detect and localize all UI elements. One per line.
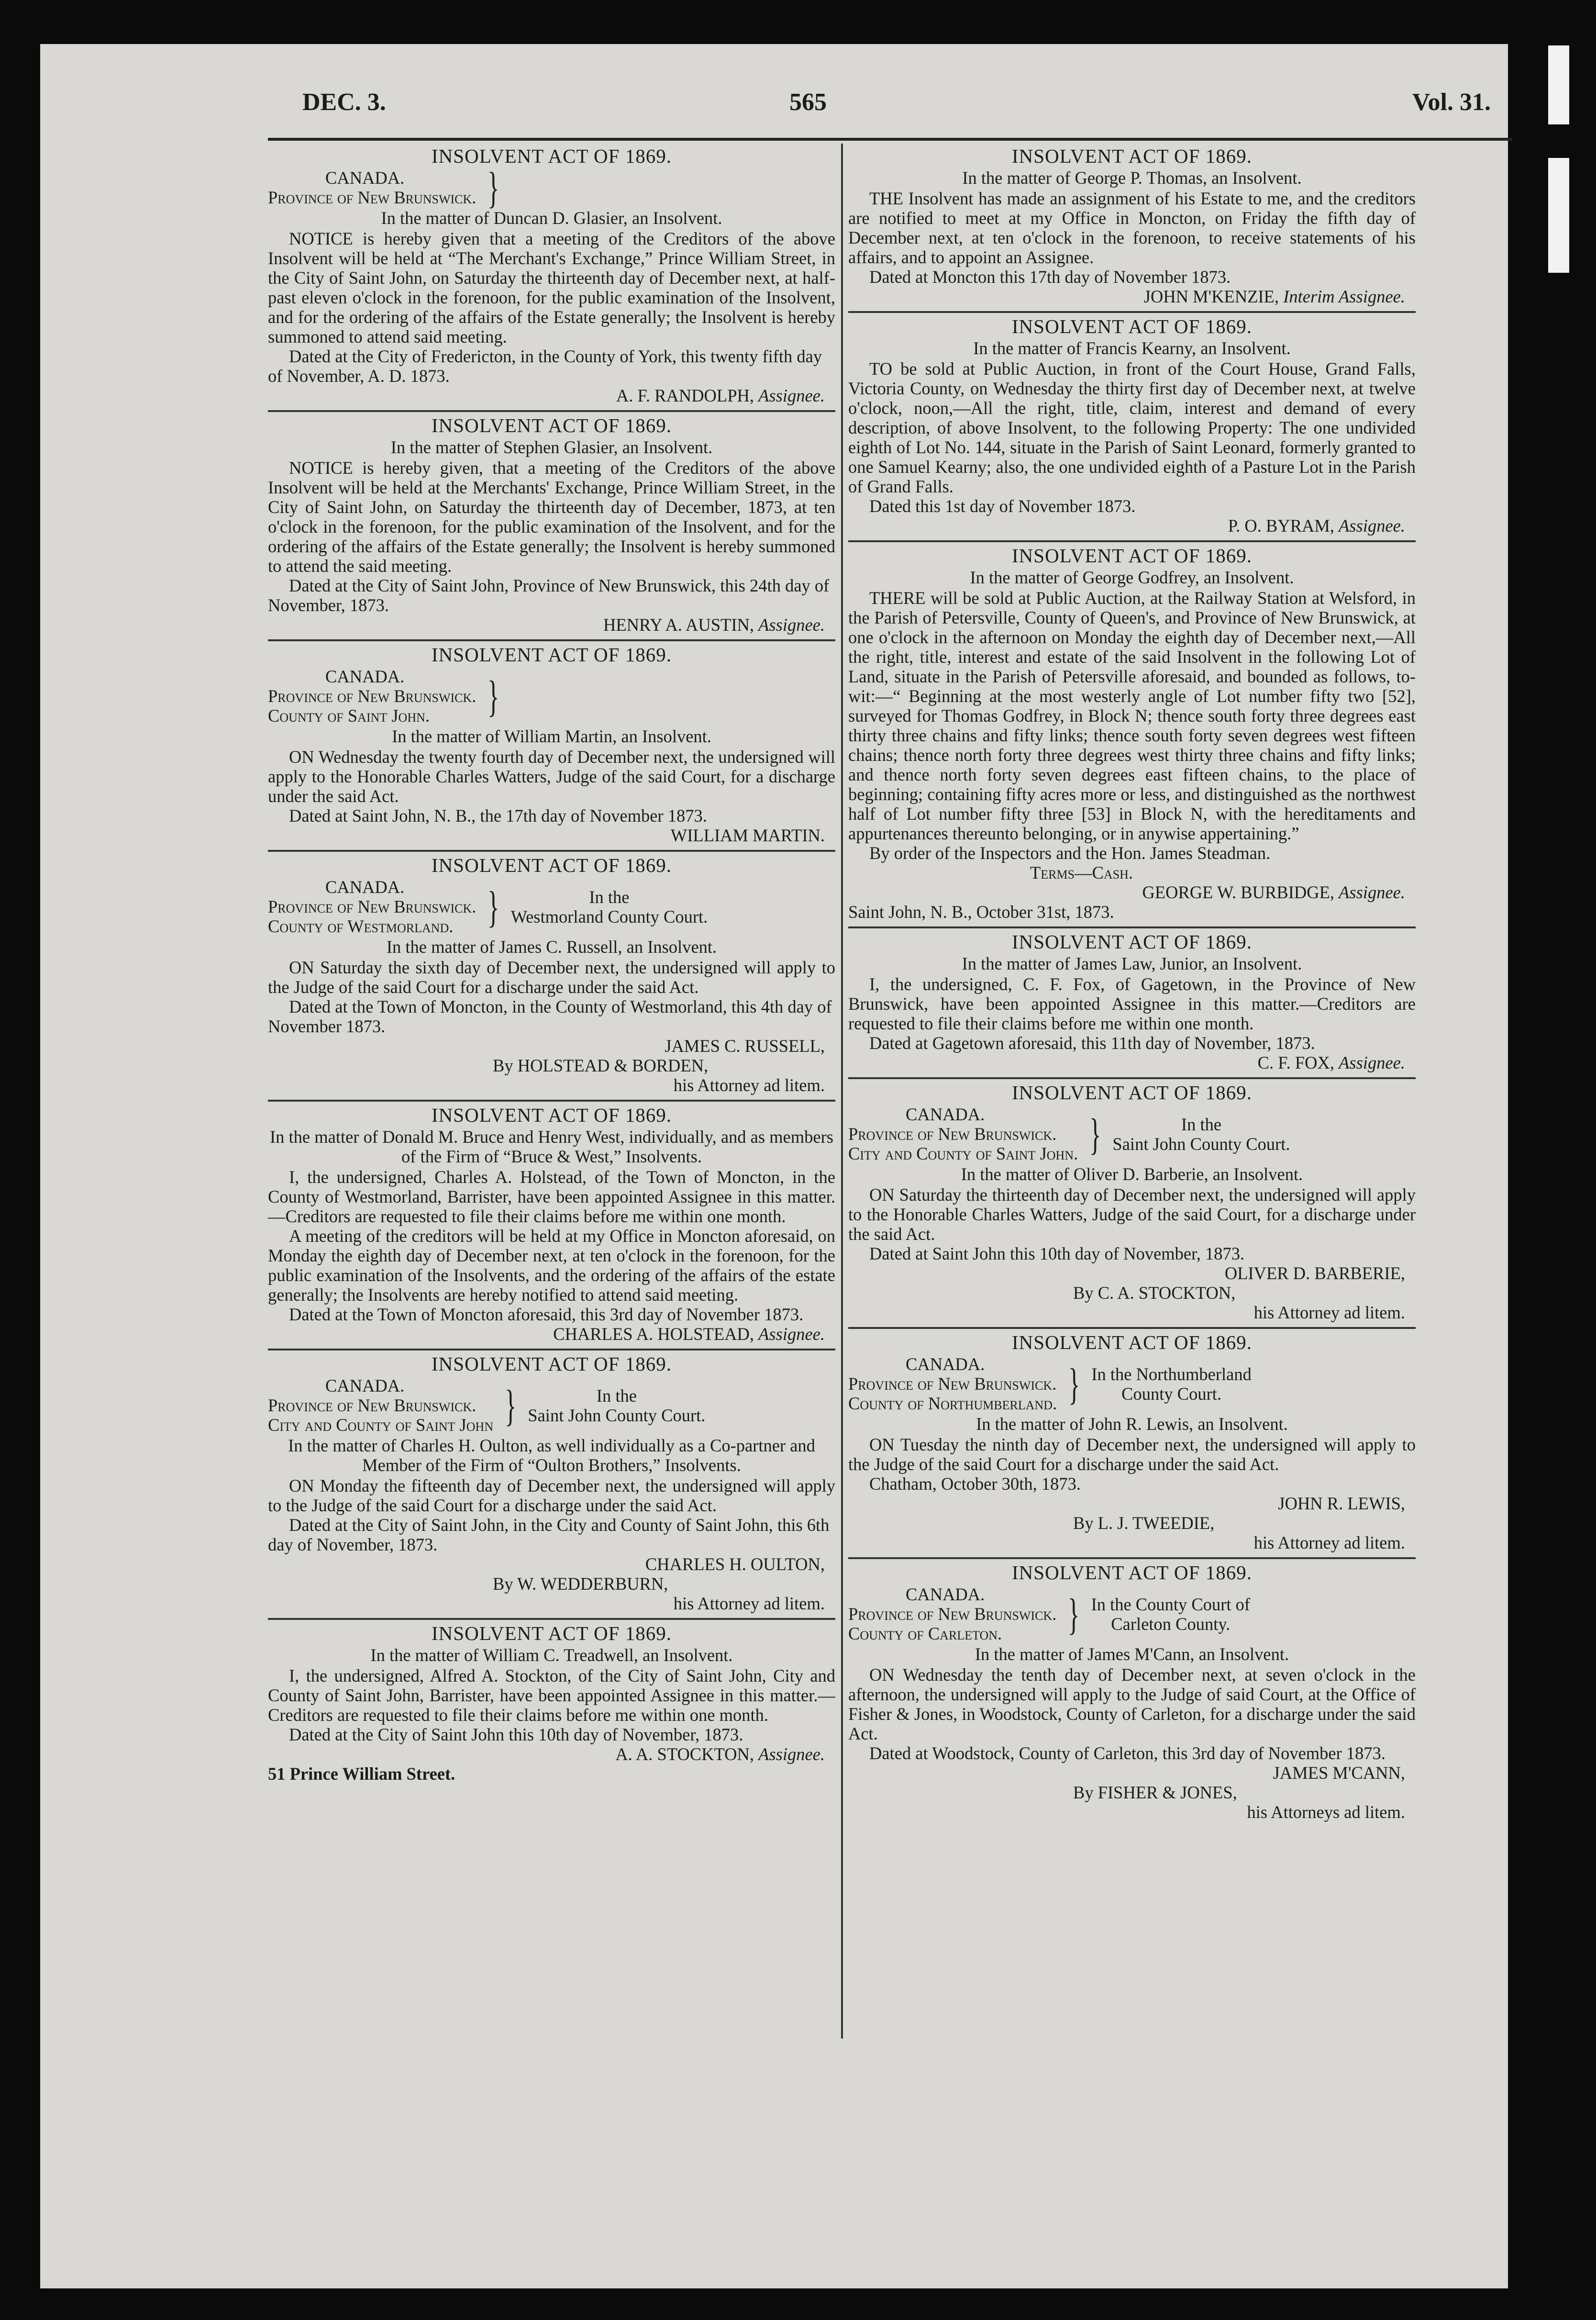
notice-body: I, the undersigned, C. F. Fox, of Gagetown, in the Province of New Brunswick, have been appointed Assignee in this matter.—Creditors are requested to file their claims before me within one month. <box>848 974 1416 1033</box>
court-line: In the <box>596 1385 637 1405</box>
caption-line: Province of New Brunswick. <box>268 686 477 706</box>
notice-signature <box>848 1763 1416 1783</box>
court-line: In the <box>589 887 630 907</box>
caption-line: Province of New Brunswick. <box>268 188 477 207</box>
notice-heading: INSOLVENT ACT OF 1869. <box>1012 1082 1252 1104</box>
caption-line: CANADA. <box>325 1376 405 1395</box>
insolvent-notice <box>268 1102 835 1350</box>
notice-body: THERE will be sold at Public Auction, at the Railway Station at Welsford, in the Parish of Petersville, County of Queen's, and Province of New Brunswick, at one o'clock in the afternoon on Monday the eighth day of December next,—All the right, title, interest and estate of the said Insolvent in the following Lot of Land, situate in the Parish of Petersville aforesaid, and bounded as follows, to-wit:—“ Beginning at the most westerly angle of Lot number fifty two [52], surveyed for Thomas Godfrey, in Block N; thence south forty three degrees east thirty three chains and fifty links; thence south forty seven degrees west fifteen chains; thence north forty three degrees west thirty three chains and fifty links; and thence north forty seven degrees east fifteen chains, to the place of beginning; containing fifty acres more or less, and distinguished as the northwest half of Lot number fifty three [53] in Block N, with the hereditaments and appurtenances thereunto belonging, or in anywise appertaining.” <box>848 588 1416 843</box>
notice-matter: In the matter of George Godfrey, an Insolvent. <box>970 568 1294 587</box>
insolvent-notice <box>848 928 1416 1079</box>
notice-body-continued: A meeting of the creditors will be held at my Office in Moncton aforesaid, on Monday the eighth day of December next, at ten o'clock in the forenoon, for the public examination of the Insolvents, and the ordering of the affairs of the estate generally; the Insolvents are hereby notified to attend said meeting. <box>268 1226 835 1305</box>
notice-signature <box>268 825 835 845</box>
signature-name: JAMES M'CANN, <box>1273 1763 1405 1783</box>
running-header <box>263 88 1515 131</box>
notice-signature <box>848 287 1416 306</box>
notice-date: Dated at Saint John this 10th day of November, 1873. <box>869 1244 1245 1263</box>
court-caption <box>848 1104 1416 1163</box>
right-column <box>848 143 1416 1827</box>
notice-body: I, the undersigned, Charles A. Holstead, of the Town of Moncton, in the County of Westmorland, Barrister, have been appointed Assignee in this matter.—Creditors are requested to file their claims before me within one month. <box>268 1167 835 1226</box>
signature-name: JOHN R. LEWIS, <box>1278 1494 1405 1513</box>
notice-matter: In the matter of Donald M. Bruce and Henry West, individually, and as members of the Firm of “Bruce & West,” Insolvents. <box>270 1127 833 1166</box>
caption-line: Province of New Brunswick. <box>848 1374 1057 1394</box>
caption-lines <box>848 1584 1056 1643</box>
notice-date: Dated at Woodstock, County of Carleton, this 3rd day of November 1873. <box>869 1743 1386 1763</box>
signature-title: Assignee. <box>758 1324 825 1344</box>
notice-date: Dated at the City of Saint John this 10th day of November, 1873. <box>289 1725 743 1744</box>
notice-heading: INSOLVENT ACT OF 1869. <box>1012 545 1252 567</box>
attorney-by: By HOLSTEAD & BORDEN, <box>493 1056 709 1075</box>
caption-line: County of Carleton. <box>848 1624 1002 1643</box>
caption-line: County of Northumberland. <box>848 1394 1057 1413</box>
notice-signature <box>268 1036 835 1056</box>
notice-matter: In the matter of Stephen Glasier, an Insolvent. <box>390 437 713 457</box>
notice-order: By order of the Inspectors and the Hon. James Steadman. <box>869 843 1271 863</box>
signature-title: Assignee. <box>1339 1053 1405 1072</box>
signature-title: Interim Assignee. <box>1283 287 1405 306</box>
signature-name: OLIVER D. BARBERIE, <box>1224 1263 1405 1283</box>
attorney-by: By L. J. TWEEDIE, <box>1073 1513 1215 1533</box>
brace-glyph: } <box>488 163 499 212</box>
signature-name: CHARLES H. OULTON, <box>645 1554 825 1574</box>
notice-heading: INSOLVENT ACT OF 1869. <box>1012 145 1252 167</box>
brace-glyph: } <box>488 671 499 721</box>
notice-matter: In the matter of James M'Cann, an Insolvent. <box>975 1644 1289 1664</box>
caption-line: CANADA. <box>906 1354 985 1374</box>
signature-title: Assignee. <box>1339 882 1405 902</box>
signature-title: Assignee. <box>758 386 825 405</box>
assignee-address: 51 Prince William Street. <box>268 1764 455 1784</box>
notice-date: Dated at Saint John, N. B., the 17th day of November 1873. <box>289 806 707 825</box>
notice-date: Saint John, N. B., October 31st, 1873. <box>848 902 1114 922</box>
court-line: Saint John County Court. <box>528 1405 706 1425</box>
caption-line: City and County of Saint John <box>268 1415 494 1435</box>
court-line: Saint John County Court. <box>1112 1134 1290 1154</box>
insolvent-notice <box>268 1620 835 1788</box>
signature-name: GEORGE W. BURBIDGE, <box>1142 882 1334 902</box>
insolvent-notice <box>848 542 1416 928</box>
notice-heading: INSOLVENT ACT OF 1869. <box>1012 1562 1252 1584</box>
notice-matter: In the matter of James C. Russell, an Insolvent. <box>386 937 717 957</box>
signature-name: HENRY A. AUSTIN, <box>603 615 754 635</box>
notice-signature <box>268 1324 835 1344</box>
signature-name: JOHN M'KENZIE, <box>1143 287 1279 306</box>
court-caption <box>268 163 835 212</box>
caption-line: Province of New Brunswick. <box>268 897 477 916</box>
court-caption <box>268 1376 835 1435</box>
header-page-number: 565 <box>789 89 827 116</box>
insolvent-notice <box>268 1350 835 1620</box>
signature-title: Assignee. <box>758 1744 825 1764</box>
notice-body: ON Wednesday the tenth day of December next, at seven o'clock in the afternoon, the undersigned will apply to the Judge of said Court, at the Office of Fisher & Jones, in Woodstock, County of Carleton, for a discharge under the said Act. <box>848 1665 1416 1743</box>
caption-lines <box>268 667 476 725</box>
brace-glyph: } <box>1068 1359 1080 1408</box>
caption-line: Province of New Brunswick. <box>848 1604 1057 1624</box>
notice-body: ON Wednesday the twenty fourth day of December next, the undersigned will apply to the Honorable Charles Watters, Judge of the said Court, for a discharge under the said Act. <box>268 747 835 806</box>
signature-name: JAMES C. RUSSELL, <box>665 1036 825 1056</box>
caption-lines <box>848 1354 1057 1413</box>
notice-body: I, the undersigned, Alfred A. Stockton, of the City of Saint John, City and County of Saint John, Barrister, have been appointed Assignee in this matter.—Creditors are requested to file their claims before me within one month. <box>268 1666 835 1725</box>
header-rule <box>268 138 1512 141</box>
court-caption <box>268 667 835 725</box>
insolvent-notice <box>268 412 835 641</box>
notice-body: ON Monday the fifteenth day of December next, the undersigned will apply to the Judge of the said Court for a discharge under the said Act. <box>268 1476 835 1515</box>
insolvent-notice <box>848 1559 1416 1827</box>
court-name <box>1112 1115 1290 1154</box>
notice-matter: In the matter of Francis Kearny, an Insolvent. <box>973 338 1291 358</box>
signature-name: P. O. BYRAM, <box>1228 516 1334 535</box>
notice-signature <box>268 1744 835 1764</box>
court-name <box>1091 1595 1251 1634</box>
notice-date: Dated at the Town of Moncton, in the County of Westmorland, this 4th day of November 1873. <box>268 997 832 1036</box>
attorney-by: By FISHER & JONES, <box>1073 1783 1237 1802</box>
court-line: In the County Court of <box>1091 1594 1251 1614</box>
notice-date: Dated at the City of Saint John, Province of New Brunswick, this 24th day of November, 1873. <box>268 576 830 615</box>
notice-matter: In the matter of William C. Treadwell, an Insolvent. <box>370 1645 733 1665</box>
header-volume: Vol. 31. <box>1412 89 1491 116</box>
notice-matter: In the matter of James Law, Junior, an Insolvent. <box>962 954 1302 973</box>
caption-lines <box>268 877 476 936</box>
notice-body: NOTICE is hereby given that a meeting of the Creditors of the above Insolvent will be held at “The Merchant's Exchange,” Prince William Street, in the City of Saint John, on Saturday the thirteenth day of December next, at half-past eleven o'clock in the forenoon, for the public examination of the Insolvent, and for the ordering of the affairs of the Estate generally; the Insolvent is hereby summoned to attend said meeting. <box>268 229 835 346</box>
insolvent-notice <box>268 641 835 852</box>
notice-date: Dated at the City of Saint John, in the City and County of Saint John, this 6th day of November, 1873. <box>268 1515 830 1554</box>
notice-heading: INSOLVENT ACT OF 1869. <box>432 414 672 436</box>
insolvent-notice <box>848 1329 1416 1559</box>
caption-line: Province of New Brunswick. <box>268 1395 477 1415</box>
notice-date: Chatham, October 30th, 1873. <box>869 1474 1081 1494</box>
brace-glyph: } <box>1068 1589 1080 1639</box>
signature-title: Assignee. <box>758 615 825 635</box>
attorney-ad-litem: his Attorney ad litem. <box>673 1075 825 1095</box>
notice-matter: In the matter of Charles H. Oulton, as well individually as a Co-partner and Member of the Firm of “Oulton Brothers,” Insolvents. <box>288 1436 815 1475</box>
notice-signature <box>268 386 835 405</box>
court-line: In the Northumberland <box>1091 1364 1252 1384</box>
left-column <box>268 143 835 1788</box>
notice-signature <box>268 615 835 635</box>
notice-matter: In the matter of William Martin, an Insolvent. <box>392 726 711 746</box>
caption-line: County of Saint John. <box>268 706 430 725</box>
notice-signature <box>848 1263 1416 1283</box>
edge-mark-lower <box>1548 158 1569 273</box>
signature-name: A. F. RANDOLPH, <box>616 386 754 405</box>
court-line: Carleton County. <box>1111 1614 1230 1634</box>
notice-signature <box>848 516 1416 535</box>
notice-body: ON Tuesday the ninth day of December next, the undersigned will apply to the Judge of the said Court for a discharge under the said Act. <box>848 1435 1416 1474</box>
brace-glyph: } <box>505 1381 517 1430</box>
signature-name: WILLIAM MARTIN. <box>670 825 825 845</box>
notice-heading: INSOLVENT ACT OF 1869. <box>432 854 672 876</box>
attorney-ad-litem: his Attorney ad litem. <box>1253 1533 1405 1552</box>
notice-body: ON Saturday the thirteenth day of December next, the undersigned will apply to the Honorable Charles Watters, Judge of the said Court, for a discharge under the said Act. <box>848 1185 1416 1244</box>
insolvent-notice <box>848 1079 1416 1329</box>
brace-glyph: } <box>488 882 499 931</box>
notice-signature <box>848 1494 1416 1513</box>
court-line: County Court. <box>1121 1383 1222 1404</box>
notice-matter: In the matter of George P. Thomas, an Insolvent. <box>962 168 1302 188</box>
court-caption <box>848 1354 1416 1413</box>
attorney-ad-litem: his Attorneys ad litem. <box>1247 1802 1405 1822</box>
notice-date: Dated at the Town of Moncton aforesaid, this 3rd day of November 1873. <box>289 1305 804 1324</box>
attorney-ad-litem: his Attorney ad litem. <box>1253 1303 1405 1322</box>
brace-glyph: } <box>1089 1109 1101 1159</box>
court-line: In the <box>1181 1114 1222 1134</box>
notice-heading: INSOLVENT ACT OF 1869. <box>432 644 672 666</box>
header-date: DEC. 3. <box>302 89 386 116</box>
column-separator <box>841 144 843 2039</box>
caption-line: City and County of Saint John. <box>848 1144 1078 1163</box>
edge-mark-top <box>1548 45 1569 124</box>
attorney-ad-litem: his Attorney ad litem. <box>673 1594 825 1613</box>
caption-lines <box>268 1376 493 1435</box>
court-caption <box>268 877 835 936</box>
caption-line: CANADA. <box>325 168 405 188</box>
caption-line: CANADA. <box>906 1584 985 1604</box>
court-name <box>528 1386 705 1425</box>
signature-name: C. F. FOX, <box>1257 1053 1334 1072</box>
notice-matter: In the matter of Duncan D. Glasier, an Insolvent. <box>381 208 722 228</box>
notice-body: NOTICE is hereby given, that a meeting of the Creditors of the above Insolvent will be held at the Merchants' Exchange, Prince William Street, in the City of Saint John, on Saturday the thirteenth day of December, 1873, at ten o'clock in the forenoon, for the public examination of the Insolvent, and for the ordering of the affairs of the Estate generally; the Insolvent is hereby summoned to attend the said meeting. <box>268 458 835 576</box>
notice-matter: In the matter of John R. Lewis, an Insolvent. <box>976 1414 1288 1434</box>
signature-name: A. A. STOCKTON, <box>615 1744 754 1764</box>
insolvent-notice <box>848 313 1416 542</box>
notice-heading: INSOLVENT ACT OF 1869. <box>432 145 672 167</box>
notice-signature <box>268 1554 835 1574</box>
notice-date: Dated this 1st day of November 1873. <box>869 496 1136 516</box>
notice-body: ON Saturday the sixth day of December next, the undersigned will apply to the Judge of the said Court for a discharge under the said Act. <box>268 958 835 997</box>
court-name <box>1091 1364 1252 1404</box>
notice-signature <box>848 1053 1416 1072</box>
notice-date: Dated at the City of Fredericton, in the County of York, this twenty fifth day of November, A. D. 1873. <box>268 346 822 386</box>
notice-heading: INSOLVENT ACT OF 1869. <box>1012 931 1252 953</box>
insolvent-notice <box>848 143 1416 313</box>
insolvent-notice <box>268 143 835 412</box>
insolvent-notice <box>268 852 835 1102</box>
notice-heading: INSOLVENT ACT OF 1869. <box>432 1622 672 1644</box>
notice-heading: INSOLVENT ACT OF 1869. <box>432 1353 672 1375</box>
caption-line: County of Westmorland. <box>268 916 454 936</box>
court-caption <box>848 1584 1416 1643</box>
caption-line: Province of New Brunswick. <box>848 1124 1057 1144</box>
notice-heading: INSOLVENT ACT OF 1869. <box>1012 315 1252 337</box>
notice-terms: Terms—Cash. <box>1030 863 1133 882</box>
notice-signature <box>848 882 1416 902</box>
court-name <box>511 887 708 926</box>
caption-line: CANADA. <box>325 667 405 686</box>
signature-title: Assignee. <box>1339 516 1405 535</box>
notice-date: Dated at Gagetown aforesaid, this 11th day of November, 1873. <box>869 1033 1315 1053</box>
notice-body: THE Insolvent has made an assignment of his Estate to me, and the creditors are notified to meet at my Office in Moncton, on Friday the fifth day of December next, at ten o'clock in the forenoon, to receive statements of his affairs, and to appoint an Assignee. <box>848 189 1416 267</box>
notice-heading: INSOLVENT ACT OF 1869. <box>432 1104 672 1126</box>
notice-heading: INSOLVENT ACT OF 1869. <box>1012 1331 1252 1353</box>
court-line: Westmorland County Court. <box>510 906 708 926</box>
attorney-by: By C. A. STOCKTON, <box>1073 1283 1236 1303</box>
notice-date: Dated at Moncton this 17th day of November 1873. <box>869 267 1231 287</box>
caption-line: CANADA. <box>325 877 405 897</box>
signature-name: CHARLES A. HOLSTEAD, <box>553 1324 754 1344</box>
attorney-by: By W. WEDDERBURN, <box>493 1574 668 1594</box>
caption-lines <box>268 168 476 207</box>
notice-body: TO be sold at Public Auction, in front of the Court House, Grand Falls, Victoria County, on Wednesday the thirty first day of December next, at twelve o'clock, noon,—All the right, title, claim, interest and demand of every description, of above Insolvent, to the following Property: The one undivided eighth of Lot No. 144, situate in the Parish of Saint Leonard, formerly granted to one Samuel Kearny; also, the one undivided eighth of a Pasture Lot in the Parish of Grand Falls. <box>848 359 1416 496</box>
caption-lines <box>848 1104 1078 1163</box>
caption-line: CANADA. <box>906 1104 985 1124</box>
notice-matter: In the matter of Oliver D. Barberie, an Insolvent. <box>961 1164 1303 1184</box>
